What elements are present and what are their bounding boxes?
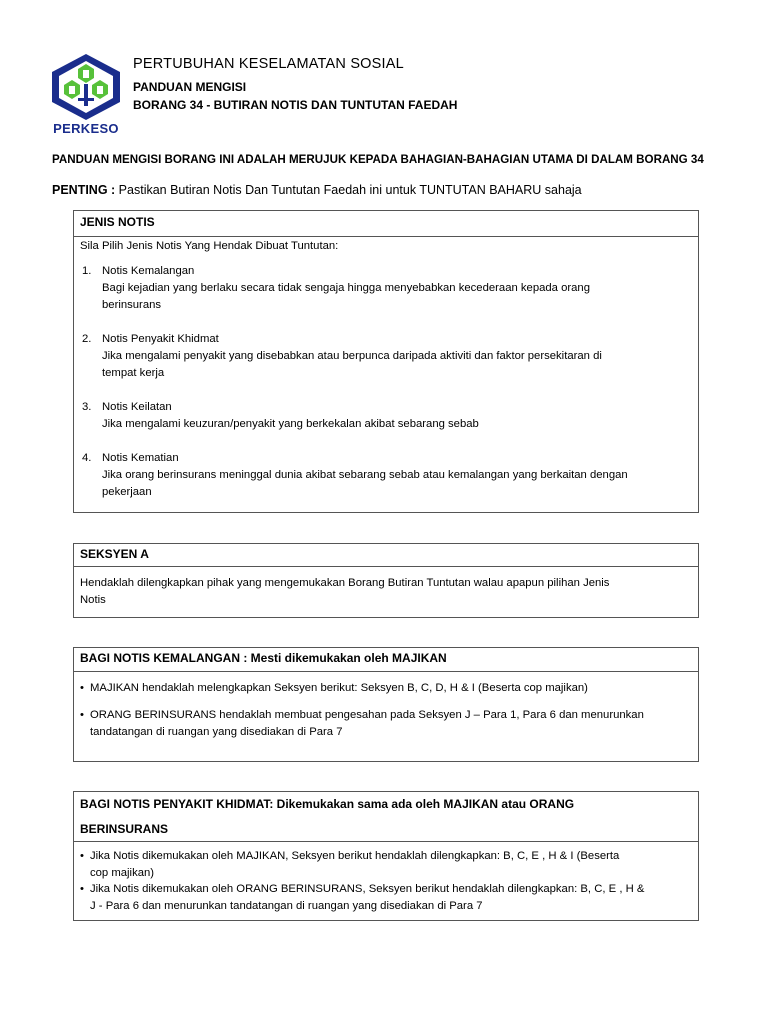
heading-line: BERINSURANS	[80, 822, 169, 836]
item-description: berinsurans	[102, 299, 162, 311]
intro-text: PANDUAN MENGISI BORANG INI ADALAH MERUJUK KEPADA BAHAGIAN-BAHAGIAN UTAMA DI DALAM BORANG 34	[52, 153, 704, 166]
item-number: 4.	[82, 452, 92, 464]
notis-penyakit-heading	[74, 792, 698, 842]
important-note	[52, 183, 582, 197]
item-title: Notis Kemalangan	[102, 265, 195, 277]
seksyen-a-text: Hendaklah dilengkapkan pihak yang mengemukakan Borang Butiran Tuntutan walau apapun pilihan Jenis	[80, 577, 610, 589]
jenis-notis-instruction: Sila Pilih Jenis Notis Yang Hendak Dibuat Tuntutan:	[80, 240, 339, 252]
item-description: Jika mengalami penyakit yang disebabkan atau berpunca daripada aktiviti dan faktor persekitaran di	[102, 350, 602, 362]
important-label: PENTING :	[52, 183, 116, 197]
bullet-icon: •	[80, 850, 84, 862]
perkeso-logo	[48, 52, 124, 140]
list-item	[80, 680, 692, 697]
perkeso-emblem-icon	[48, 52, 124, 120]
logo-text: PERKESO	[53, 121, 119, 136]
list-item	[80, 450, 692, 501]
item-title: Notis Keilatan	[102, 401, 172, 413]
seksyen-a-box	[73, 543, 699, 618]
bullet-text: ORANG BERINSURANS hendaklah membuat pengesahan pada Seksyen J – Para 1, Para 6 dan menurunkan	[90, 709, 644, 721]
item-description: Bagi kejadian yang berlaku secara tidak sengaja hingga menyebabkan kecederaan kepada orang	[102, 282, 590, 294]
notis-kemalangan-heading: BAGI NOTIS KEMALANGAN : Mesti dikemukakan oleh MAJIKAN	[74, 648, 698, 672]
seksyen-a-text: Notis	[80, 594, 106, 606]
bullet-text: MAJIKAN hendaklah melengkapkan Seksyen berikut: Seksyen B, C, D, H & I (Beserta cop majikan)	[90, 682, 588, 694]
item-description: pekerjaan	[102, 486, 152, 498]
organization-name: PERTUBUHAN KESELAMATAN SOSIAL	[133, 56, 404, 72]
jenis-notis-box	[73, 210, 699, 513]
jenis-notis-heading: JENIS NOTIS	[74, 211, 698, 237]
bullet-icon: •	[80, 709, 84, 721]
document-subtitle: PANDUAN MENGISI	[133, 80, 247, 94]
bullet-text: Jika Notis dikemukakan oleh ORANG BERINSURANS, Seksyen berikut hendaklah dilengkapkan: B, C, E , H &	[90, 883, 645, 895]
item-number: 1.	[82, 265, 92, 277]
item-number: 2.	[82, 333, 92, 345]
notis-kemalangan-box	[73, 647, 699, 762]
list-item	[80, 707, 692, 741]
notis-penyakit-box	[73, 791, 699, 921]
important-text: Pastikan Butiran Notis Dan Tuntutan Faedah ini untuk TUNTUTAN BAHARU sahaja	[115, 183, 582, 197]
list-item	[80, 331, 692, 382]
bullet-text: Jika Notis dikemukakan oleh MAJIKAN, Seksyen berikut hendaklah dilengkapkan: B, C, E , H & I (Beserta	[90, 850, 620, 862]
list-item	[80, 881, 692, 914]
item-description: tempat kerja	[102, 367, 165, 379]
item-number: 3.	[82, 401, 92, 413]
list-item	[80, 399, 692, 433]
list-item	[80, 848, 692, 881]
item-description: Jika mengalami keuzuran/penyakit yang berkekalan akibat sebarang sebab	[102, 418, 479, 430]
bullet-icon: •	[80, 883, 84, 895]
bullet-text: cop majikan)	[90, 866, 155, 879]
seksyen-a-heading: SEKSYEN A	[74, 544, 698, 567]
bullet-text: J - Para 6 dan menurunkan tandatangan di ruangan yang disediakan di Para 7	[90, 899, 483, 912]
bullet-text: tandatangan di ruangan yang disediakan di Para 7	[90, 726, 343, 738]
heading-line: BAGI NOTIS PENYAKIT KHIDMAT: Dikemukakan sama ada oleh MAJIKAN atau ORANG	[80, 797, 575, 811]
item-description: Jika orang berinsurans meninggal dunia akibat sebarang sebab atau kemalangan yang berkaitan dengan	[102, 469, 628, 481]
list-item	[80, 263, 692, 314]
document-title: BORANG 34 - BUTIRAN NOTIS DAN TUNTUTAN FAEDAH	[133, 98, 458, 112]
bullet-icon: •	[80, 682, 84, 694]
item-title: Notis Penyakit Khidmat	[102, 333, 219, 345]
item-title: Notis Kematian	[102, 452, 179, 464]
